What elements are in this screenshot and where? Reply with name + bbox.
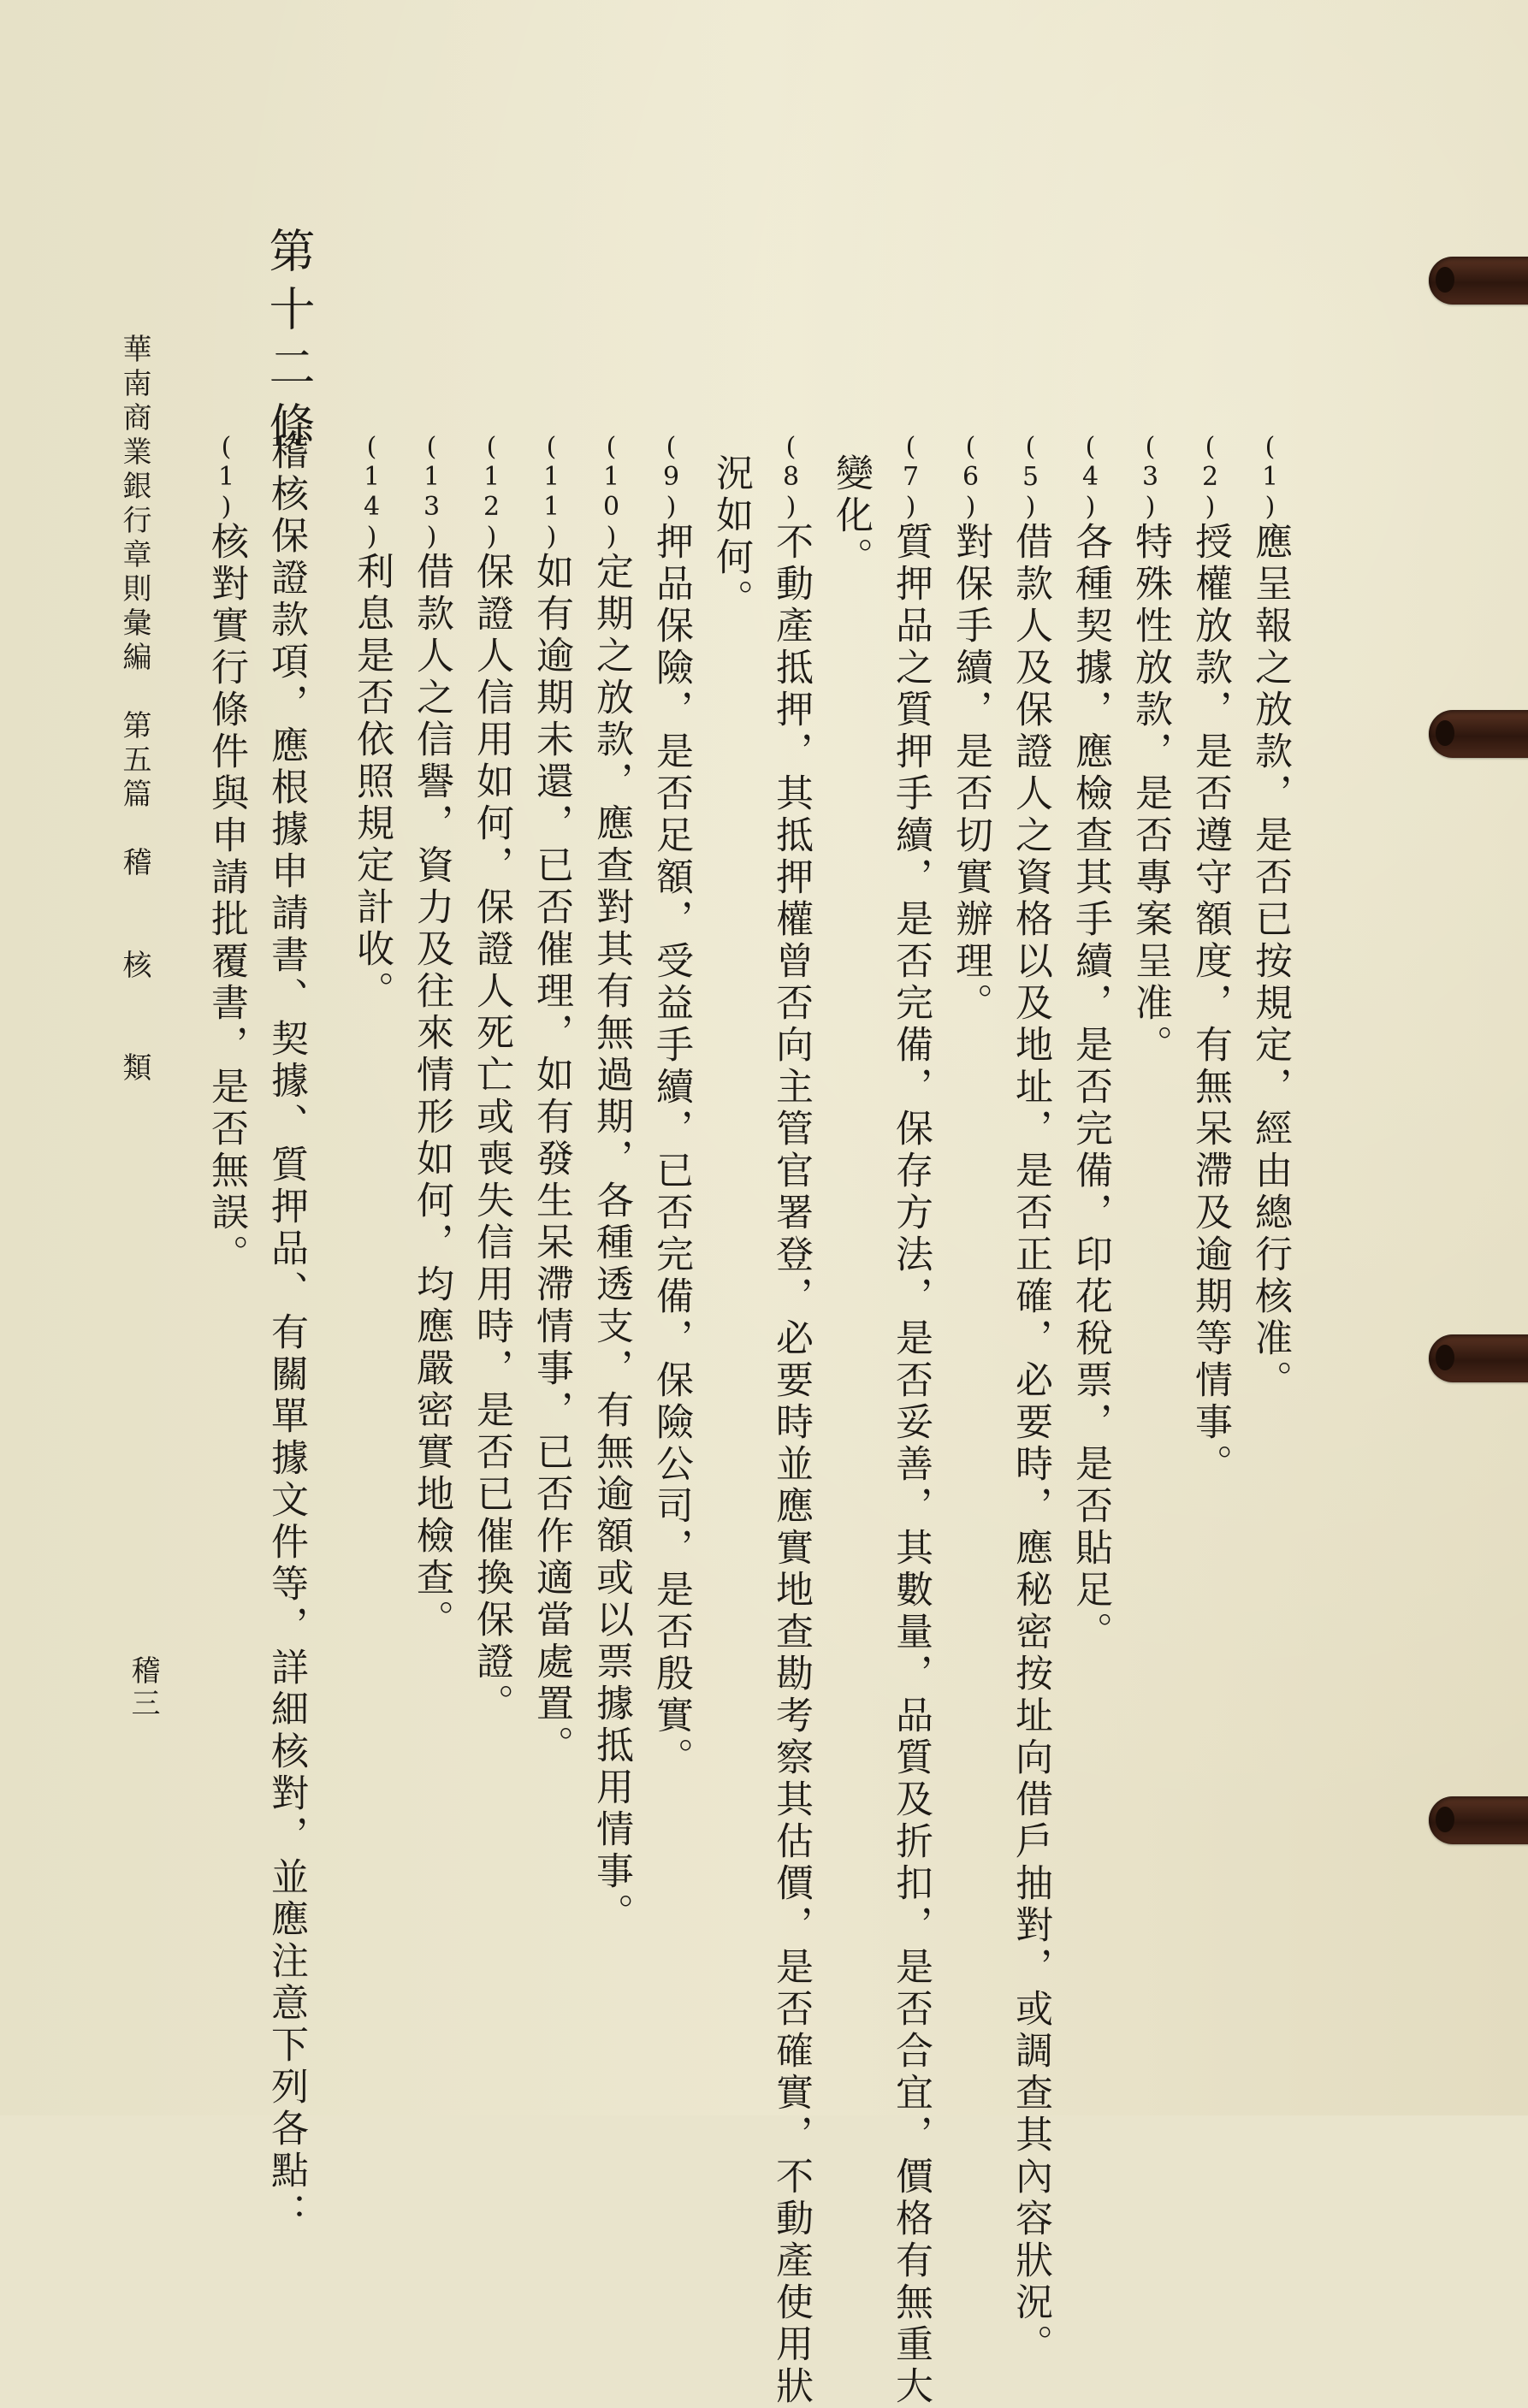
item-6: (6)對保手續，是否切實辦理。 <box>949 432 992 1025</box>
item-11: (11)如有逾期未還，已否催理，如有發生呆滯情事，已否作適當處置。 <box>530 432 573 1767</box>
item-2: (2)授權放款，是否遵守額度，有無呆滯及逾期等情事。 <box>1188 432 1232 1486</box>
item-13: (13)借款人之信譽，資力及往來情形如何，均應嚴密實地檢查。 <box>410 432 453 1642</box>
binding-hole <box>1429 710 1528 758</box>
item-3: (3)特殊性放款，是否專案呈准。 <box>1128 432 1172 1067</box>
item-8: (8)不動產抵押，其抵押權曾否向主管官署登，必要時並應實地查勘考察其估價，是否確實，不動產使用狀 <box>769 432 813 2408</box>
item-10: (10)定期之放款，應查對其有無過期，各種透支，有無逾額或以票據抵用情事。 <box>589 432 633 1935</box>
item-4: (4)各種契據，應檢查其手續，是否完備，印花稅票，是否貼足。 <box>1069 432 1112 1654</box>
item-8-continued: 況如何。 <box>709 453 753 621</box>
item-5: (5)借款人及保證人之資格以及地址，是否正確，必要時，應秘密按址向借戶抽對，或調查其內容狀況。 <box>1009 432 1052 2366</box>
article-title: 第十二條 <box>262 227 316 459</box>
item-12: (12)保證人信用如何，保證人死亡或喪失信用時，是否已催換保證。 <box>470 432 513 1725</box>
item-7: (7)質押品之質押手續，是否完備，保存方法，是否妥善，其數量，品質及折扣，是否合宜，價格有無重大 <box>889 432 933 2408</box>
page-number: 稽三 <box>126 1655 160 1720</box>
item-9: (9)押品保險，是否足額，受益手續，已否完備，保險公司，是否殷實。 <box>649 432 693 1779</box>
item-1: (1)應呈報之放款，是否已按規定，經由總行核准。 <box>1248 432 1292 1402</box>
binding-hole <box>1429 1334 1528 1382</box>
footer-book-title: 華南商業銀行章則彙編 第五篇 稽 核 類 <box>117 334 151 1086</box>
binding-hole <box>1429 1796 1528 1844</box>
item-7-continued: 變化。 <box>829 453 873 579</box>
check-item-1: (1)核對實行條件與申請批覆書，是否無誤。 <box>204 432 248 1276</box>
item-14: (14)利息是否依照規定計收。 <box>350 432 394 1013</box>
binding-hole <box>1429 257 1528 305</box>
article-intro: 稽核保證款項，應根據申請書、契據、質押品、有關單據文件等，詳細核對，並應注意下列各點： <box>264 432 308 2234</box>
